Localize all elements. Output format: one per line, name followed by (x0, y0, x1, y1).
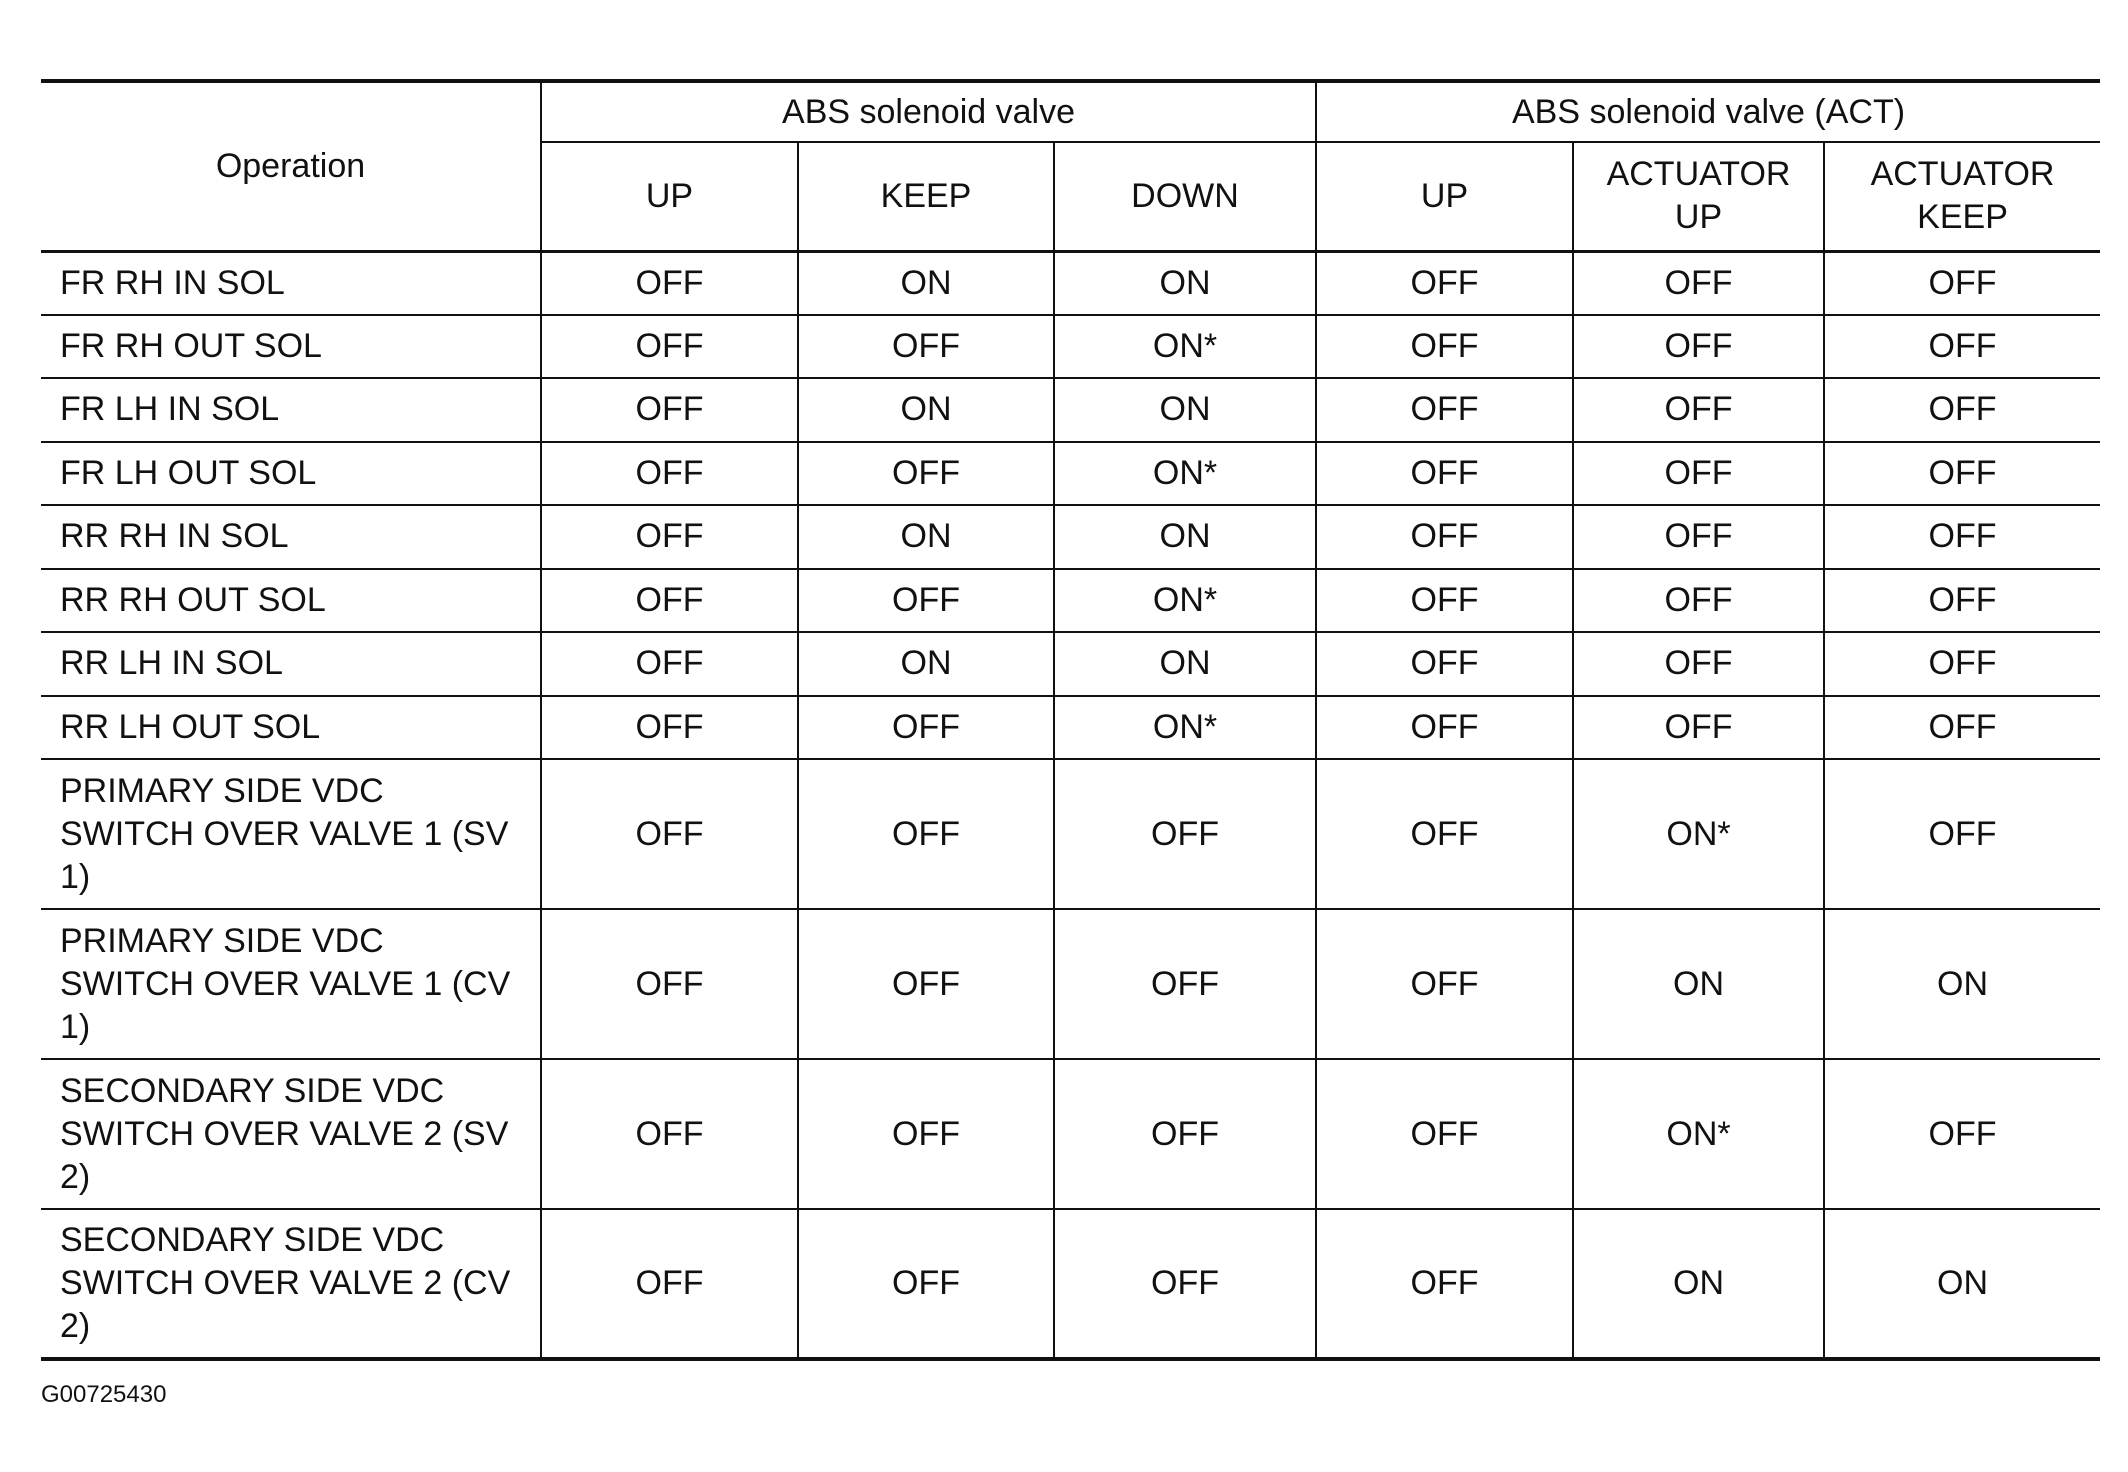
header-operation: Operation (41, 81, 541, 251)
cell-abs-keep: OFF (798, 1209, 1054, 1359)
cell-act-actuator-keep: OFF (1824, 315, 2100, 379)
cell-act-actuator-keep: OFF (1824, 632, 2100, 696)
cell-abs-up: OFF (541, 315, 798, 379)
figure-code: G00725430 (41, 1381, 167, 1408)
cell-act-up: OFF (1316, 505, 1573, 569)
cell-operation: RR LH OUT SOL (41, 696, 541, 760)
cell-act-up: OFF (1316, 696, 1573, 760)
table-header (41, 81, 2100, 251)
cell-operation: RR LH IN SOL (41, 632, 541, 696)
cell-act-actuator-keep: ON (1824, 909, 2100, 1059)
cell-abs-down: ON* (1054, 442, 1316, 506)
table-row (41, 1059, 2100, 1209)
cell-abs-keep: OFF (798, 442, 1054, 506)
cell-operation: FR LH IN SOL (41, 378, 541, 442)
cell-act-up: OFF (1316, 909, 1573, 1059)
cell-abs-up: OFF (541, 1209, 798, 1359)
cell-operation: SECONDARY SIDE VDC SWITCH OVER VALVE 2 (SV 2) (41, 1059, 541, 1209)
cell-abs-down: OFF (1054, 1209, 1316, 1359)
cell-operation: PRIMARY SIDE VDC SWITCH OVER VALVE 1 (SV 1) (41, 759, 541, 909)
table-row (41, 251, 2100, 315)
table-row (41, 1209, 2100, 1359)
cell-act-up: OFF (1316, 315, 1573, 379)
cell-act-actuator-up: OFF (1573, 569, 1824, 633)
header-group-abs-solenoid-valve: ABS solenoid valve (541, 81, 1316, 142)
cell-abs-up: OFF (541, 442, 798, 506)
cell-act-actuator-up: OFF (1573, 315, 1824, 379)
cell-act-actuator-keep: OFF (1824, 251, 2100, 315)
cell-act-actuator-up: OFF (1573, 505, 1824, 569)
cell-abs-keep: ON (798, 505, 1054, 569)
header-act-actuator-keep: ACTUATOR KEEP (1824, 142, 2100, 251)
cell-act-up: OFF (1316, 378, 1573, 442)
cell-act-actuator-up: OFF (1573, 696, 1824, 760)
cell-act-actuator-keep: OFF (1824, 569, 2100, 633)
cell-act-actuator-up: ON* (1573, 1059, 1824, 1209)
table-body (41, 251, 2100, 1359)
cell-operation: FR LH OUT SOL (41, 442, 541, 506)
cell-act-up: OFF (1316, 442, 1573, 506)
cell-act-actuator-up: OFF (1573, 378, 1824, 442)
cell-operation: FR RH OUT SOL (41, 315, 541, 379)
cell-act-up: OFF (1316, 569, 1573, 633)
cell-abs-down: ON (1054, 505, 1316, 569)
table-row (41, 632, 2100, 696)
cell-abs-up: OFF (541, 909, 798, 1059)
cell-abs-up: OFF (541, 632, 798, 696)
cell-act-actuator-up: ON (1573, 909, 1824, 1059)
cell-operation: RR RH OUT SOL (41, 569, 541, 633)
header-abs-keep: KEEP (798, 142, 1054, 251)
table-row (41, 378, 2100, 442)
cell-abs-up: OFF (541, 378, 798, 442)
cell-abs-down: ON (1054, 632, 1316, 696)
cell-act-up: OFF (1316, 759, 1573, 909)
cell-abs-up: OFF (541, 569, 798, 633)
cell-abs-down: ON* (1054, 315, 1316, 379)
cell-act-actuator-keep: ON (1824, 1209, 2100, 1359)
cell-abs-keep: ON (798, 378, 1054, 442)
cell-abs-down: OFF (1054, 759, 1316, 909)
cell-act-actuator-keep: OFF (1824, 1059, 2100, 1209)
table-row (41, 442, 2100, 506)
cell-act-actuator-keep: OFF (1824, 505, 2100, 569)
cell-act-actuator-up: OFF (1573, 442, 1824, 506)
cell-abs-keep: OFF (798, 759, 1054, 909)
cell-operation: SECONDARY SIDE VDC SWITCH OVER VALVE 2 (CV 2) (41, 1209, 541, 1359)
cell-abs-keep: ON (798, 632, 1054, 696)
cell-abs-up: OFF (541, 505, 798, 569)
header-group-abs-solenoid-valve-act: ABS solenoid valve (ACT) (1316, 81, 2100, 142)
cell-abs-keep: ON (798, 251, 1054, 315)
cell-abs-up: OFF (541, 1059, 798, 1209)
cell-act-actuator-up: ON* (1573, 759, 1824, 909)
header-act-up: UP (1316, 142, 1573, 251)
cell-act-actuator-keep: OFF (1824, 696, 2100, 760)
table-row (41, 315, 2100, 379)
table-row (41, 505, 2100, 569)
cell-abs-down: ON* (1054, 569, 1316, 633)
cell-act-up: OFF (1316, 1209, 1573, 1359)
header-abs-down: DOWN (1054, 142, 1316, 251)
cell-act-up: OFF (1316, 632, 1573, 696)
cell-operation: PRIMARY SIDE VDC SWITCH OVER VALVE 1 (CV 1) (41, 909, 541, 1059)
header-abs-up: UP (541, 142, 798, 251)
cell-abs-up: OFF (541, 251, 798, 315)
cell-abs-up: OFF (541, 759, 798, 909)
cell-abs-down: ON (1054, 251, 1316, 315)
header-act-actuator-up: ACTUATOR UP (1573, 142, 1824, 251)
cell-abs-down: ON (1054, 378, 1316, 442)
cell-abs-keep: OFF (798, 315, 1054, 379)
cell-act-actuator-keep: OFF (1824, 442, 2100, 506)
cell-abs-keep: OFF (798, 1059, 1054, 1209)
cell-act-actuator-keep: OFF (1824, 759, 2100, 909)
cell-abs-down: OFF (1054, 1059, 1316, 1209)
table-row (41, 569, 2100, 633)
table-row (41, 696, 2100, 760)
header-group-row (41, 81, 2100, 142)
cell-act-up: OFF (1316, 1059, 1573, 1209)
solenoid-valve-operation-table (41, 79, 2100, 1361)
cell-abs-down: OFF (1054, 909, 1316, 1059)
cell-act-up: OFF (1316, 251, 1573, 315)
cell-abs-keep: OFF (798, 909, 1054, 1059)
cell-abs-keep: OFF (798, 696, 1054, 760)
cell-abs-up: OFF (541, 696, 798, 760)
cell-act-actuator-up: OFF (1573, 632, 1824, 696)
cell-act-actuator-up: OFF (1573, 251, 1824, 315)
cell-abs-down: ON* (1054, 696, 1316, 760)
cell-act-actuator-up: ON (1573, 1209, 1824, 1359)
cell-act-actuator-keep: OFF (1824, 378, 2100, 442)
cell-operation: FR RH IN SOL (41, 251, 541, 315)
cell-operation: RR RH IN SOL (41, 505, 541, 569)
table-row (41, 909, 2100, 1059)
cell-abs-keep: OFF (798, 569, 1054, 633)
table-row (41, 759, 2100, 909)
